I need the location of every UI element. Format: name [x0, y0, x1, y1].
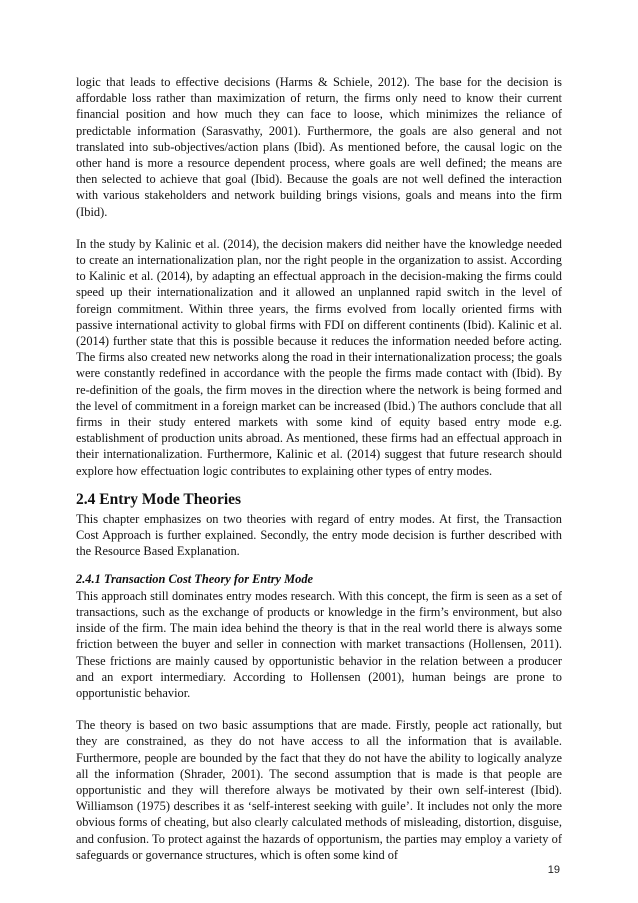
- document-page: [76, 74, 562, 863]
- section-heading: 2.4 Entry Mode Theories: [76, 490, 242, 508]
- subsection-heading: 2.4.1 Transaction Cost Theory for Entry Mode: [76, 572, 314, 587]
- paragraph-gap: [76, 701, 562, 717]
- paragraph-gap: [76, 220, 562, 236]
- body-paragraph: In the study by Kalinic et al. (2014), the decision makers did neither have the knowledge needed to create an internationalization plan, nor the right people in the organization to assist. According to Kalinic et al. (2014), by adapting an effectual approach in the decision-making the firms could speed up their internationalization and it allowed an unplanned rapid switch in the level of foreign commitment. Within three years, the firms evolved from locally oriented firms with passive international activity to global firms with FDI on different continents (Ibid). Kalinic et al. (2014) further state that this is possible because it reduces the information needed before acting. The firms also created new networks along the road in their internationalization process; the goals were constantly redefined in accordance with the people the firms made contact with (Ibid). By re-definition of the goals, the firm moves in the direction where the network is being formed and the level of commitment in a foreign market can be increased (Ibid.) The authors conclude that all firms in their study entered markets with some kind of equity based entry mode e.g. establishment of production units abroad. As mentioned, these firms had an effectual approach in their internationalization. Furthermore, Kalinic et al. (2014) suggest that future research should explore how effectuation logic contributes to explaining other types of entry modes.: [76, 236, 562, 478]
- body-paragraph: logic that leads to effective decisions (Harms & Schiele, 2012). The base for the decision is affordable loss rather than maximization of return, the firms only need to know their current financial position and how much they can face to loose, which minimizes the reliance of predictable information (Sarasvathy, 2001). Furthermore, the goals are also general and not translated into sub-objectives/action plans (Ibid). As mentioned before, the causal logic on the other hand is more a resource dependent process, where goals are well defined; the means are then selected to achieve that goal (Ibid). Because the goals are not well defined the interaction with various stakeholders and network building brings visions, goals and means into the firm (Ibid).: [76, 75, 562, 219]
- body-paragraph: This approach still dominates entry modes research. With this concept, the firm is seen as a set of transactions, such as the exchange of products or knowledge in the firm’s environment, but also inside of the firm. The main idea behind the theory is that in the real world there is always some friction between the buyer and seller in connection with market transactions (Hollensen, 2011). These frictions are mainly caused by opportunistic behavior in the relation between a producer and an export intermediary. According to Hollensen (2001), human beings are prone to opportunistic behavior.: [76, 588, 562, 700]
- page-number: 19: [547, 864, 560, 876]
- body-paragraph: The theory is based on two basic assumptions that are made. Firstly, people act rationally, but they are constrained, as they do not have access to all the information that is available. Furthermore, people are bounded by the fact that they do not have the ability to logically analyze all the information (Shrader, 2001). The second assumption that is made is that people are opportunistic and they will therefore always be motivated by their own self-interest (Ibid). Williamson (1975) describes it as ‘self-interest seeking with guile’. It includes not only the more obvious forms of cheating, but also clearly calculated methods of misleading, distortion, disguise, and confusion. To protect against the hazards of opportunism, the parties may employ a variety of safeguards or governance structures, which is often some kind of: [76, 718, 562, 862]
- section-intro-paragraph: This chapter emphasizes on two theories with regard of entry modes. At first, the Transaction Cost Approach is further explained. Secondly, the entry mode decision is further described with the Resource Based Explanation.: [76, 511, 562, 559]
